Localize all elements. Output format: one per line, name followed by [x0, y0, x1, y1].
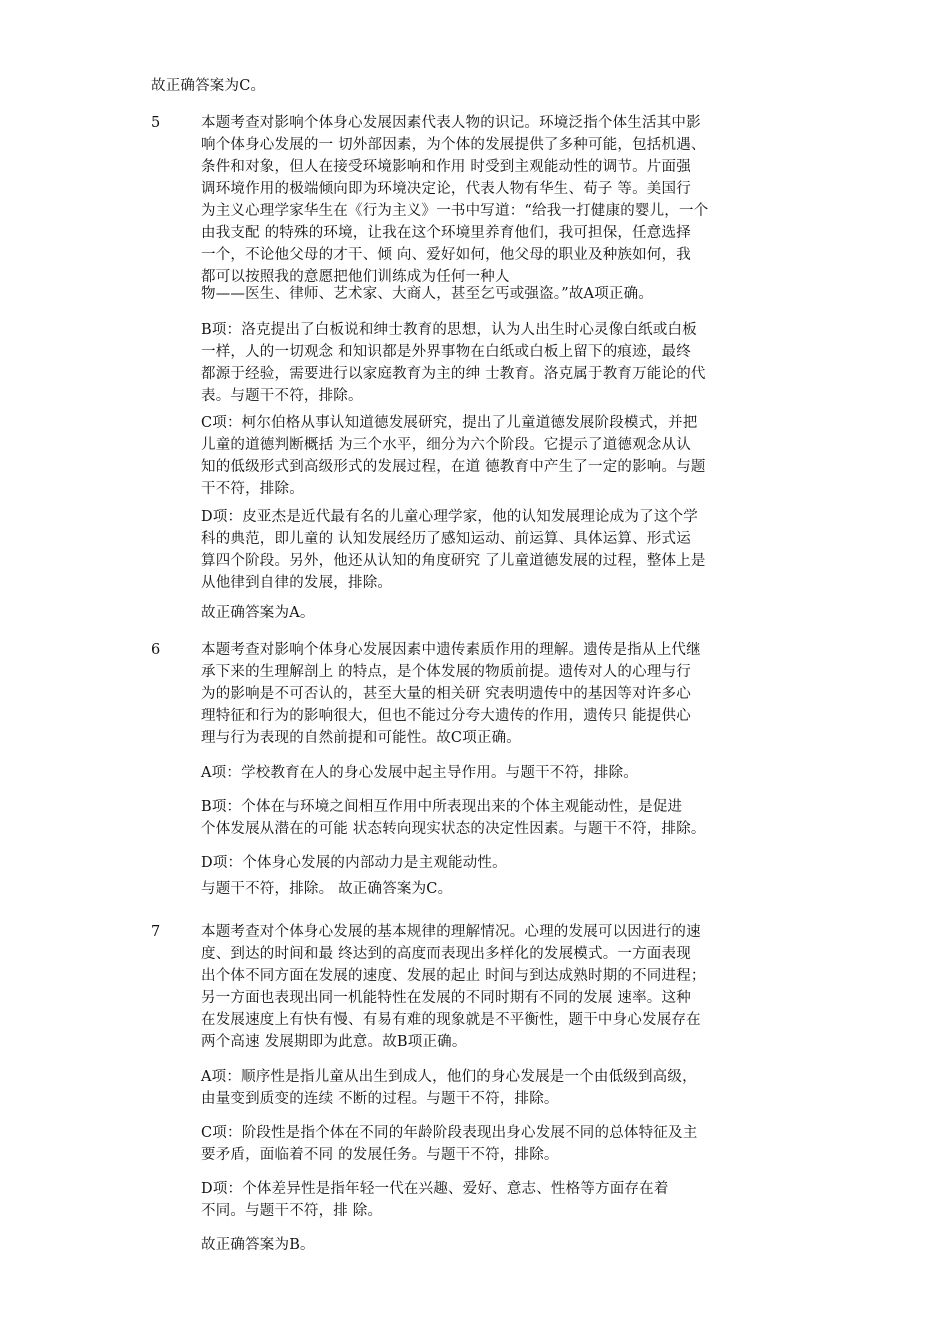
q7-option-c: C项：阶段性是指个体在不同的年龄阶段表现出身心发展不同的总体特征及主 [201, 1125, 698, 1141]
q7-main-line: 度、到达的时间和最 终达到的高度而表现出多样化的发展模式。一方面表现 [201, 946, 691, 962]
q5-option-b: 一样，人的一切观念 和知识都是外界事物在白纸或白板上留下的痕迹，最终 [201, 344, 691, 360]
q7-main-line: 另一方面也表现出同一机能特性在发展的不同时期有不同的发展 速率。这种 [201, 990, 691, 1006]
q6-option-d: 与题干不符，排除。 故正确答案为C。 [201, 881, 453, 897]
q7-option-d: 不同。与题干不符，排 除。 [201, 1203, 383, 1219]
q6-option-a: A项：学校教育在人的身心发展中起主导作用。与题干不符，排除。 [201, 765, 638, 781]
q6-option-b: B项：个体在与环境之间相互作用中所表现出来的个体主观能动性，是促进 [201, 799, 683, 815]
q7-option-a: 由量变到质变的连续 不断的过程。与题干不符，排除。 [201, 1091, 559, 1107]
question-number: 7 [151, 924, 161, 940]
q5-option-d: 科的典范，即儿童的 认知发展经历了感知运动、前运算、具体运算、形式运 [201, 531, 691, 547]
q6-option-d: D项：个体身心发展的内部动力是主观能动性。 [201, 855, 507, 871]
q5-option-c: C项：柯尔伯格从事认知道德发展研究，提出了儿童道德发展阶段模式，并把 [201, 415, 698, 431]
q5-option-c: 知的低级形式到高级形式的发展过程，在道 德教育中产生了一定的影响。与题 [201, 459, 706, 475]
q5-main-line: 本题考查对影响个体身心发展因素代表人物的识记。环境泛指个体生活其中影 [201, 115, 701, 131]
q5-answer: 故正确答案为A。 [201, 605, 315, 621]
q5-main-line: 一个，不论他父母的才干、倾 向、爱好如何，他父母的职业及种族如何，我 [201, 247, 691, 263]
q5-main-line: 调环境作用的极端倾向即为环境决定论，代表人物有华生、荀子 等。美国行 [201, 181, 691, 197]
q5-option-b: 表。与题干不符，排除。 [201, 388, 363, 404]
q5-option-c: 干不符，排除。 [201, 481, 304, 497]
q6-option-b: 个体发展从潜在的可能 状态转向现实状态的决定性因素。与题干不符，排除。 [201, 821, 706, 837]
q7-answer: 故正确答案为B。 [201, 1237, 315, 1253]
previous-answer: 故正确答案为C。 [151, 78, 266, 94]
q5-option-b: 都源于经验，需要进行以家庭教育为主的绅 士教育。洛克属于教育万能论的代 [201, 366, 706, 382]
q6-main-line: 为的影响是不可否认的，甚至大量的相关研 究表明遗传中的基因等对许多心 [201, 686, 691, 702]
q7-option-c: 要矛盾，面临着不同 的发展任务。与题干不符，排除。 [201, 1147, 559, 1163]
q5-main-line: 条件和对象，但人在接受环境影响和作用 时受到主观能动性的调节。片面强 [201, 159, 691, 175]
q5-main-line: 为主义心理学家华生在《行为主义》一书中写道：“给我一打健康的婴儿，一个 [201, 203, 709, 219]
q5-main-line: 由我支配 的特殊的环境，让我在这个环境里养育他们，我可担保，任意选择 [201, 225, 691, 241]
q5-option-c: 儿童的道德判断概括 为三个水平，细分为六个阶段。它提示了道德观念从认 [201, 437, 691, 453]
q7-main-line: 本题考查对个体身心发展的基本规律的理解情况。心理的发展可以因进行的速 [201, 924, 701, 940]
q5-option-d: 从他律到自律的发展，排除。 [201, 575, 393, 591]
q5-option-d: D项：皮亚杰是近代最有名的儿童心理学家，他的认知发展理论成为了这个学 [201, 509, 698, 525]
question-number: 5 [151, 115, 161, 131]
q5-option-d: 算四个阶段。另外，他还从认知的角度研究 了儿童道德发展的过程，整体上是 [201, 553, 706, 569]
q7-main-line: 两个高速 发展期即为此意。故B项正确。 [201, 1034, 467, 1050]
q5-main-line: 响个体身心发展的一 切外部因素，为个体的发展提供了多种可能，包括机遇、 [201, 137, 706, 153]
q6-main-line: 本题考查对影响个体身心发展因素中遗传素质作用的理解。遗传是指从上代继 [201, 642, 701, 658]
question-number: 6 [151, 642, 161, 658]
q7-option-a: A项：顺序性是指儿童从出生到成人，他们的身心发展是一个由低级到高级， [201, 1069, 697, 1085]
q7-main-line: 出个体不同方面在发展的速度、发展的起止 时间与到达成熟时期的不同进程； [201, 968, 706, 984]
q6-main-line: 理特征和行为的影响很大，但也不能过分夸大遗传的作用，遗传只 能提供心 [201, 708, 691, 724]
q5-main-line: 物——医生、律师、艺术家、大商人，甚至乞丐或强盗。”故A项正确。 [201, 286, 654, 302]
q6-main-line: 理与行为表现的自然前提和可能性。故C项正确。 [201, 730, 521, 746]
q7-option-d: D项：个体差异性是指年轻一代在兴趣、爱好、意志、性格等方面存在着 [201, 1181, 669, 1197]
q6-main-line: 承下来的生理解剖上 的特点，是个体发展的物质前提。遗传对人的心理与行 [201, 664, 691, 680]
q5-option-b: B项：洛克提出了白板说和绅士教育的思想，认为人出生时心灵像白纸或白板 [201, 322, 697, 338]
q5-main-line: 都可以按照我的意愿把他们训练成为任何一种人 [201, 269, 510, 285]
q7-main-line: 在发展速度上有快有慢、有易有难的现象就是不平衡性，题干中身心发展存在 [201, 1012, 701, 1028]
